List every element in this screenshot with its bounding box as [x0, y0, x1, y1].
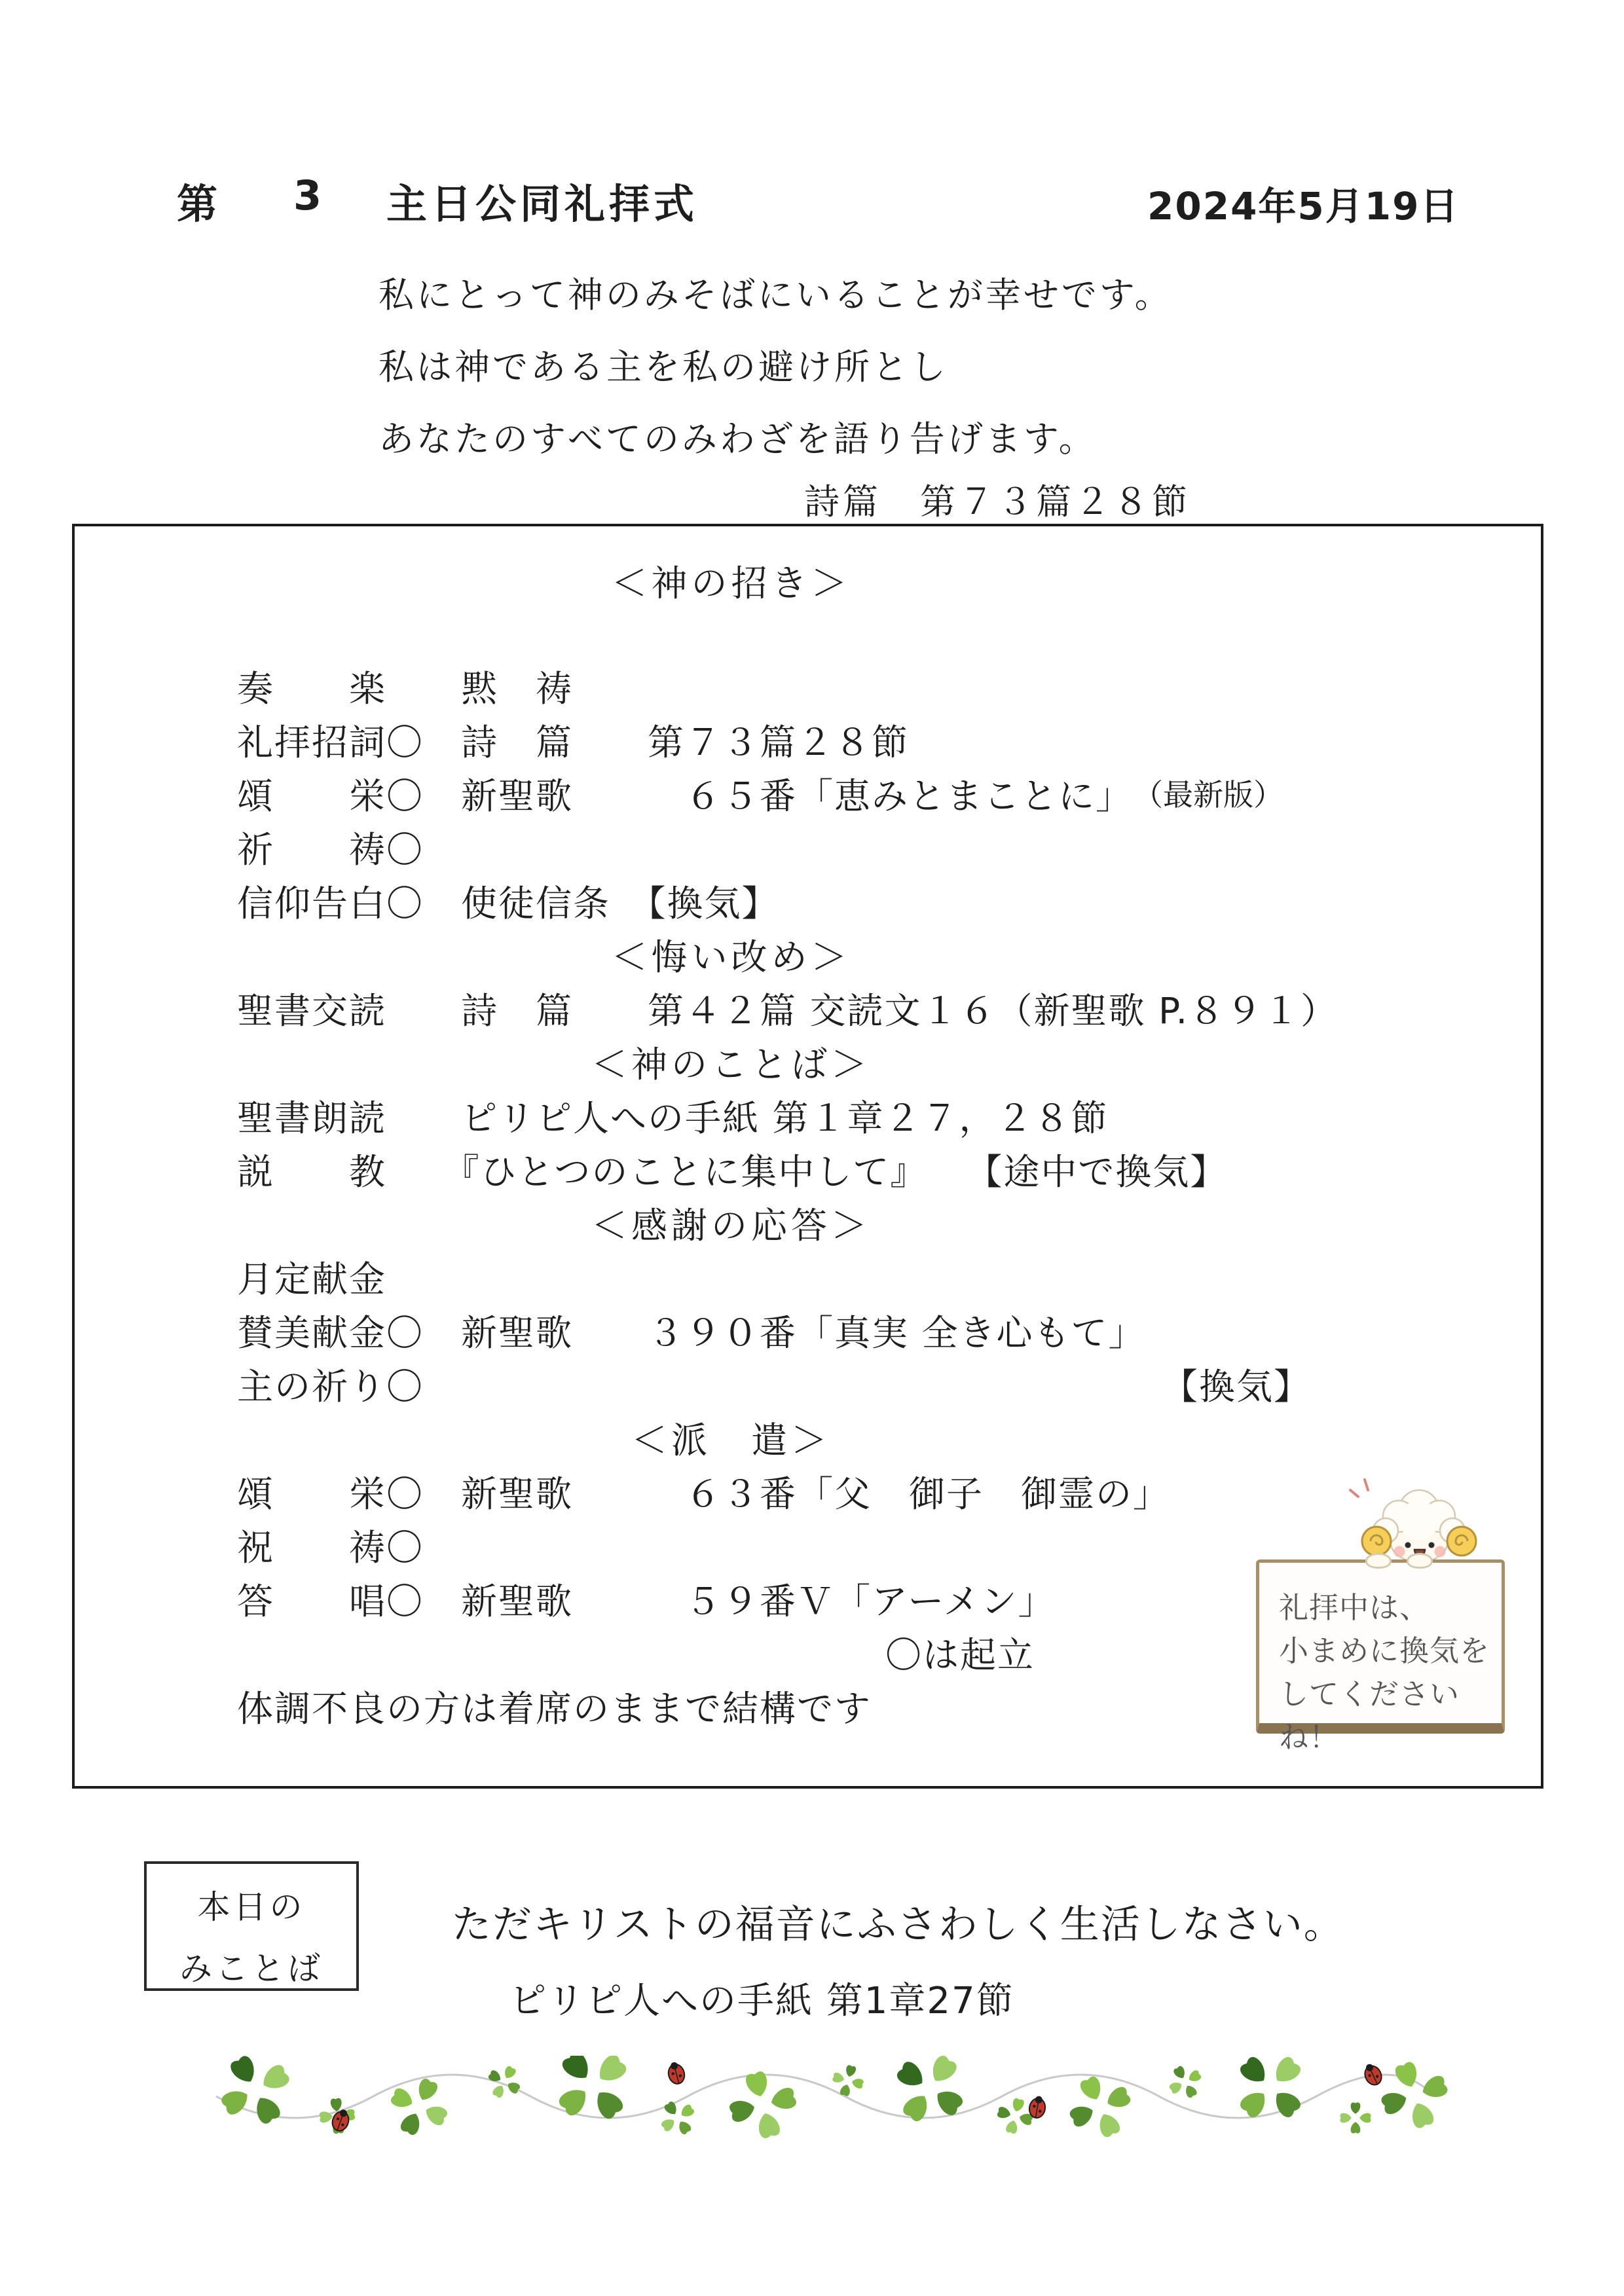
program-text: 頌 栄〇 新聖歌 ６５番「恵みとまことに」 — [237, 774, 1134, 817]
program-section-header — [75, 1034, 1541, 1088]
program-text: 聖書朗読 ピリピ人への手紙 第１章２７，２８節 — [237, 1097, 1109, 1139]
program-text: 答 唱〇 新聖歌 ５９番Ｖ「アーメン」 — [237, 1580, 1056, 1622]
opening-quote-line: 私にとって神のみそばにいることが幸せです。 — [378, 274, 1173, 316]
program-text: 頌 栄〇 新聖歌 ６３番「父 御子 御霊の」 — [237, 1472, 1171, 1515]
program-text: 祝 祷〇 — [237, 1526, 424, 1569]
program-section-header — [75, 927, 1541, 981]
program-text: 説 教 『ひとつのことに集中して』 【途中で換気】 — [237, 1150, 1228, 1193]
program-section-header — [75, 1410, 1541, 1464]
program-text: 〇は起立 — [885, 1633, 1035, 1676]
program-item — [75, 1142, 1541, 1195]
opening-quote-line: あなたのすべてのみわざを語り告げます。 — [378, 418, 1097, 460]
program-text: 聖書交読 詩 篇 第４２篇 交読文１６（新聖歌 P.８９１） — [237, 989, 1338, 1032]
sign-line: 礼拝中は、 — [1279, 1590, 1430, 1625]
program-text: 礼拝招詞〇 詩 篇 第７３篇２８節 — [237, 721, 910, 763]
ladybug-icon — [1361, 2061, 1384, 2088]
program-item — [75, 1357, 1541, 1410]
clover-garland — [196, 2056, 1454, 2147]
ladybug-icon — [666, 2060, 687, 2086]
page-title: 主日公同礼拝式 — [386, 180, 699, 228]
todays-verse-text: ただキリストの福音にふさわしく生活しなさい。 — [452, 1902, 1344, 1948]
sparkle-icon — [1350, 1480, 1368, 1497]
program-text: 月定献金 — [237, 1258, 387, 1300]
service-date: 2024年5月19日 — [1147, 184, 1460, 228]
program-item — [75, 981, 1541, 1034]
program-text: 体調不良の方は着席のままで結構です — [237, 1687, 872, 1730]
program-item — [75, 873, 1541, 927]
program-item — [75, 1088, 1541, 1142]
program-text: ＜悔い改め＞ — [611, 936, 851, 978]
program-text: 祈 祷〇 — [237, 828, 424, 871]
program-text: ＜感謝の応答＞ — [591, 1204, 871, 1247]
program-item — [75, 1249, 1541, 1303]
program-text: ＜神の招き＞ — [611, 562, 851, 604]
ventilation-note-sign — [1256, 1559, 1505, 1755]
program-item — [75, 712, 1541, 766]
program-item — [75, 659, 1541, 712]
program-text: 奏 楽 黙 祷 — [237, 667, 574, 710]
sign-line: してくださいね！ — [1279, 1677, 1460, 1755]
sign-line: 小まめに換気を — [1279, 1633, 1490, 1668]
program-item — [75, 1464, 1541, 1518]
program-text: 主の祈り〇 — [237, 1365, 424, 1408]
program-text: 信仰告白〇 使徒信条 【換気】 — [237, 882, 779, 924]
sheep-paw-icon — [1407, 1553, 1433, 1569]
program-item — [75, 1303, 1541, 1357]
sheep-character-icon — [1336, 1472, 1493, 1563]
todays-verse-reference: ピリピ人への手紙 第1章27節 — [509, 1980, 1014, 2022]
opening-quote-line: 私は神である主を私の避け所とし — [378, 346, 948, 388]
program-item — [75, 820, 1541, 873]
sheep-paw-icon — [1365, 1553, 1392, 1569]
ordinal-prefix: 第 — [177, 180, 222, 228]
program-text: 賛美献金〇 新聖歌 ３９０番「真実 全き心もて」 — [237, 1311, 1146, 1354]
program-text: ＜派 遣＞ — [631, 1419, 831, 1461]
program-section-header — [75, 1195, 1541, 1249]
todays-word-label: 本日の — [197, 1888, 306, 1926]
ventilation-tag: 【換気】 — [1162, 1365, 1312, 1408]
ordinal-number: 3 — [293, 172, 326, 219]
program-text-small: （最新版） — [1133, 777, 1284, 812]
todays-word-label-box — [144, 1861, 359, 1991]
todays-word-label: みことば — [179, 1950, 323, 1988]
quote-reference: 詩篇 第７３篇２８節 — [804, 481, 1190, 522]
program-item — [75, 766, 1541, 820]
program-text: ＜神のことば＞ — [591, 1043, 871, 1085]
program-section-header — [75, 553, 1541, 607]
